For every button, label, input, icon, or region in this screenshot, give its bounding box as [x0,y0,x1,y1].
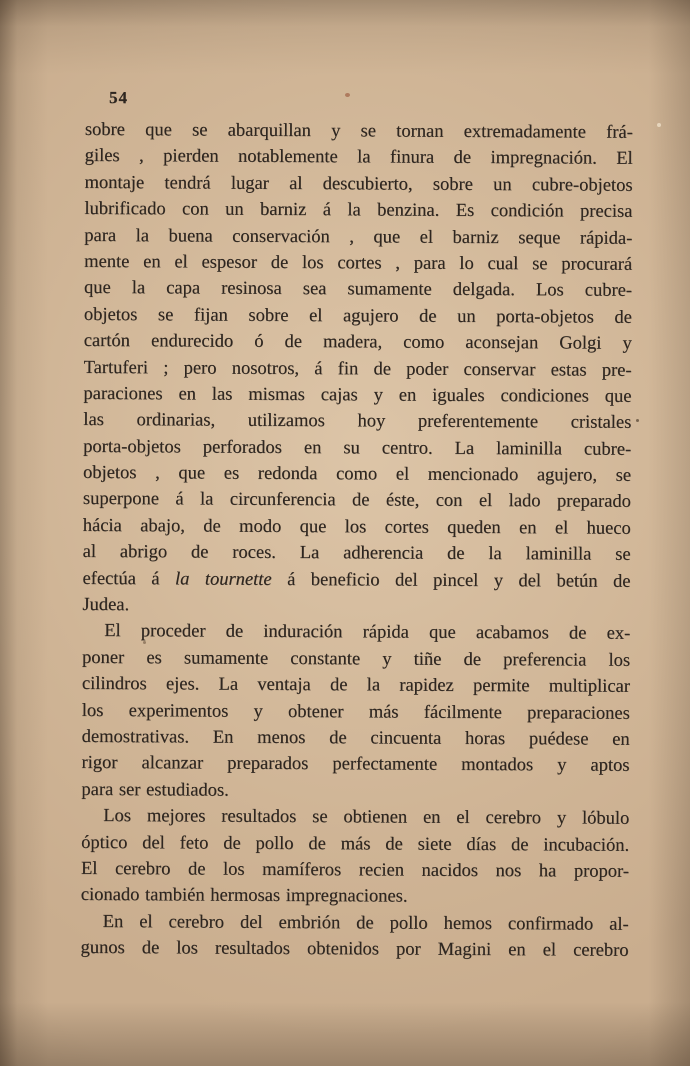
text-line: gunos de los resultados obtenidos por Magini en el cerebro [80,938,629,961]
page-content [1,0,690,961]
text-line: paraciones en las mismas cajas y en iguales condiciones que [83,383,632,407]
paragraph [80,909,628,965]
text-line: demostrativas. En menos de cincuenta horas puédese en [81,726,630,750]
text-line: lubrificado con un barniz á la benzina. Es condición precisa [84,199,633,222]
text-line: óptico del feto de pollo de más de siete días de incubación. [81,832,630,856]
text-line: cilindros ejes. La ventaja de la rapidez permite multiplicar [81,674,630,697]
text-line: rigor alcanzar preparados perfectamente montados y aptos [81,753,630,777]
text-line: cionado también hermosas impregnaciones. [80,885,408,907]
text-line: para la buena conservación , que el barniz seque rápida- [84,225,633,249]
text-line: superpone á la circunferencia de éste, con el lado preparado [82,489,631,513]
paragraph [82,117,633,621]
text-line: los experimentos y obtener más fácilmente preparaciones [81,700,630,724]
text-line: poner es sumamente constante y tiñe de preferencia los [82,647,631,671]
text-line: hácia abajo, de modo que los cortes queden en el hueco [82,515,631,539]
text-line: para ser estudiados. [81,779,229,801]
text-line: efectúa á la tournette á beneficio del pincel y del betún de [82,568,631,592]
paper-speck [636,419,639,422]
paper-speck [345,93,350,97]
text-line: El cerebro de los mamíferos recien nacidos nos ha propor- [80,858,630,882]
paragraph [81,803,630,911]
text-line: giles , pierden notablemente la finura de impregnación. El [84,146,633,170]
text-line: montaje tendrá lugar al descubierto, sobre un cubre-objetos [84,172,633,196]
text-line: Judea. [82,594,130,616]
paper-speck [657,123,661,127]
text-line: En el cerebro del embrión de pollo hemos confirmado al- [102,911,629,935]
text-line: las ordinarias, utilizamos hoy preferentemente cristales [83,410,632,434]
text-line: sobre que se abarquillan y se tornan extremadamente frá- [84,119,633,143]
text-line: mente en el espesor de los cortes , para lo cual se procurará [84,251,633,275]
text-line: El proceder de induración rápida que acabamos de ex- [104,621,631,645]
text-line: porta-objetos perforados en su centro. La laminilla cubre- [83,436,632,460]
page-text-block [80,117,632,964]
text-line: que la capa resinosa sea sumamente delgada. Los cubre- [83,278,633,302]
text-line: Los mejores resultados se obtienen en el cerebro y lóbulo [103,806,630,829]
page-number: 54 [108,88,129,108]
text-line: al abrigo de roces. La adherencia de la laminilla se [82,542,631,566]
text-line: Tartuferi ; pero nosotros, á fin de poder conservar estas pre- [83,357,632,381]
text-line: cartón endurecido ó de madera, como aconsejan Golgi y [83,331,632,354]
text-line: objetos , que es redonda como el mencionado agujero, se [82,462,632,486]
paragraph [81,618,630,806]
text-line: objetos se fijan sobre el agujero de un porta-objetos de [83,304,632,328]
